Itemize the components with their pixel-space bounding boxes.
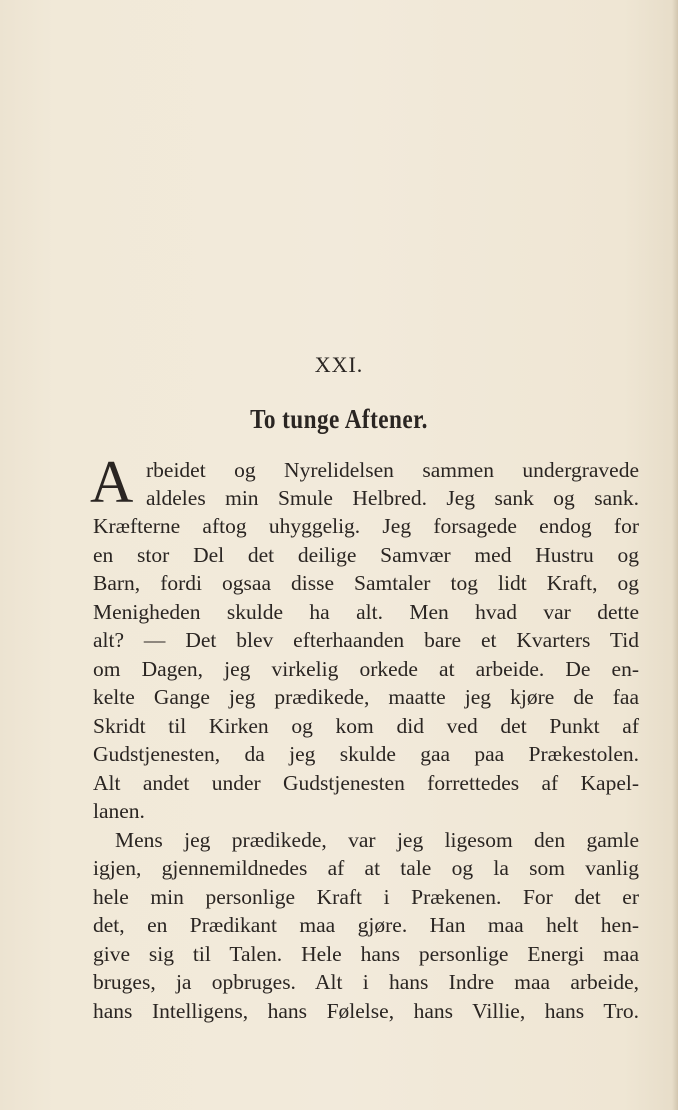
text-line: rbeidet og Nyrelidelsen sammen undergravede [146, 458, 639, 482]
text-line: aldeles min Smule Helbred. Jeg sank og sank. [146, 486, 639, 510]
text-line: hele min personlige Kraft i Prækenen. For det er [93, 885, 639, 909]
text-line: Menigheden skulde ha alt. Men hvad var dette [93, 600, 639, 624]
text-line: Barn, fordi ogsaa disse Samtaler tog lidt Kraft, og [93, 571, 639, 595]
text-line: Gudstjenesten, da jeg skulde gaa paa Prækestolen. [93, 742, 639, 766]
chapter-title: To tunge Aftener. [250, 404, 428, 434]
text-line: bruges, ja opbruges. Alt i hans Indre maa arbeide, [93, 970, 639, 994]
text-line: alt? — Det blev efterhaanden bare et Kvarters Tid [93, 628, 639, 652]
text-line: kelte Gange jeg prædikede, maatte jeg kjøre de faa [93, 685, 639, 709]
text-line: Kræfterne aftog uhyggelig. Jeg forsagede endog for [93, 514, 639, 538]
chapter-number: XXI. [314, 352, 364, 377]
text-line: hans Intelligens, hans Følelse, hans Villie, hans Tro. [93, 999, 639, 1023]
text-line: igjen, gjennemildnedes af at tale og la som vanlig [93, 856, 639, 880]
text-line: Skridt til Kirken og kom did ved det Punkt af [93, 714, 639, 738]
text-line: om Dagen, jeg virkelig orkede at arbeide. De en- [93, 657, 639, 681]
drop-cap: A [90, 449, 134, 515]
text-line: Alt andet under Gudstjenesten forrettedes af Kapel- [93, 771, 639, 795]
text-line: det, en Prædikant maa gjøre. Han maa helt hen- [93, 913, 639, 937]
text-line: en stor Del det deilige Samvær med Hustru og [93, 543, 639, 567]
page-edge-shadow [672, 0, 678, 1110]
text-line: give sig til Talen. Hele hans personlige Energi maa [93, 942, 639, 966]
text-line: Mens jeg prædikede, var jeg ligesom den gamle [115, 828, 639, 852]
text-line: lanen. [93, 799, 145, 823]
